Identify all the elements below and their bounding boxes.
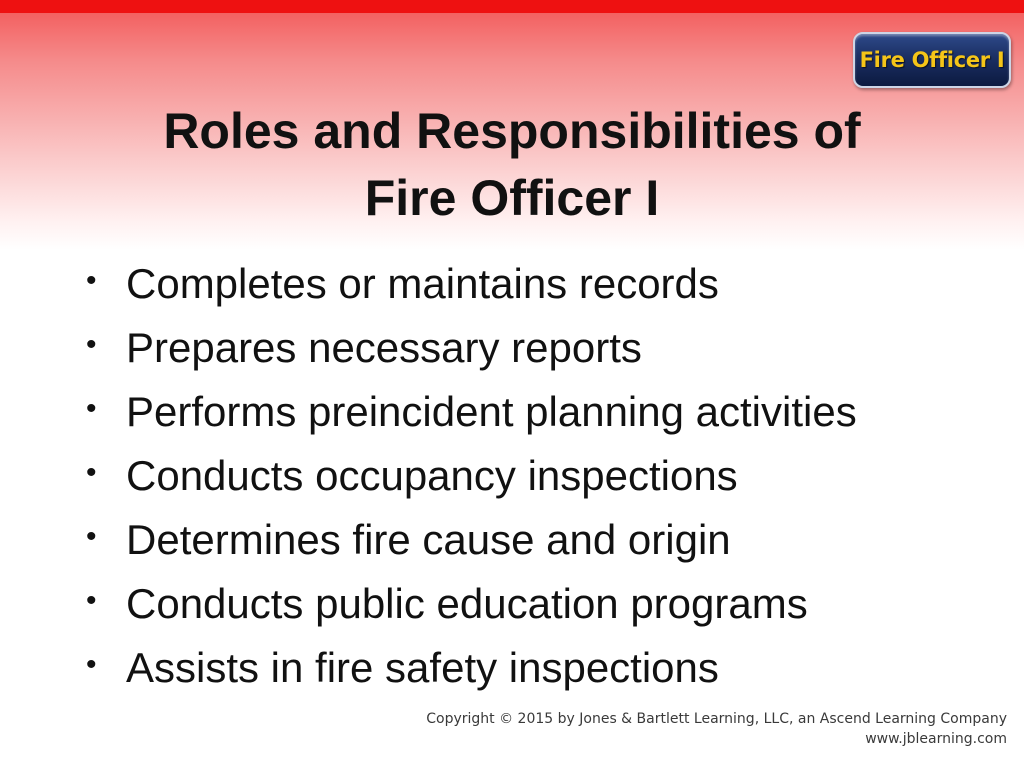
bullet-text: Conducts public education programs xyxy=(126,580,808,627)
copyright-footer xyxy=(426,709,1007,749)
list-item xyxy=(82,380,982,444)
list-item xyxy=(82,252,982,316)
fire-officer-badge xyxy=(853,32,1011,88)
bullet-text: Performs preincident planning activities xyxy=(126,388,857,435)
bullet-dot-icon: • xyxy=(86,264,97,297)
slide-title xyxy=(60,98,964,232)
bullet-text: Determines fire cause and origin xyxy=(126,516,731,563)
list-item xyxy=(82,444,982,508)
list-item xyxy=(82,316,982,380)
list-item xyxy=(82,636,982,700)
bullet-dot-icon: • xyxy=(86,648,97,681)
bullet-dot-icon: • xyxy=(86,392,97,425)
top-accent-bar xyxy=(0,0,1024,13)
bullet-text: Completes or maintains records xyxy=(126,260,719,307)
title-line-2: Fire Officer I xyxy=(364,170,660,226)
bullet-dot-icon: • xyxy=(86,520,97,553)
bullet-dot-icon: • xyxy=(86,328,97,361)
list-item xyxy=(82,572,982,636)
bullet-text: Prepares necessary reports xyxy=(126,324,642,371)
publisher-url: www.jblearning.com xyxy=(865,731,1007,747)
badge-label: Fire Officer I xyxy=(859,48,1005,72)
bullet-dot-icon: • xyxy=(86,456,97,489)
copyright-text: Copyright © 2015 by Jones & Bartlett Learning, LLC, an Ascend Learning Company xyxy=(426,711,1007,727)
bullet-list xyxy=(82,252,982,700)
bullet-text: Assists in fire safety inspections xyxy=(126,644,719,691)
list-item xyxy=(82,508,982,572)
title-line-1: Roles and Responsibilities of xyxy=(163,103,861,159)
bullet-text: Conducts occupancy inspections xyxy=(126,452,738,499)
bullet-dot-icon: • xyxy=(86,584,97,617)
